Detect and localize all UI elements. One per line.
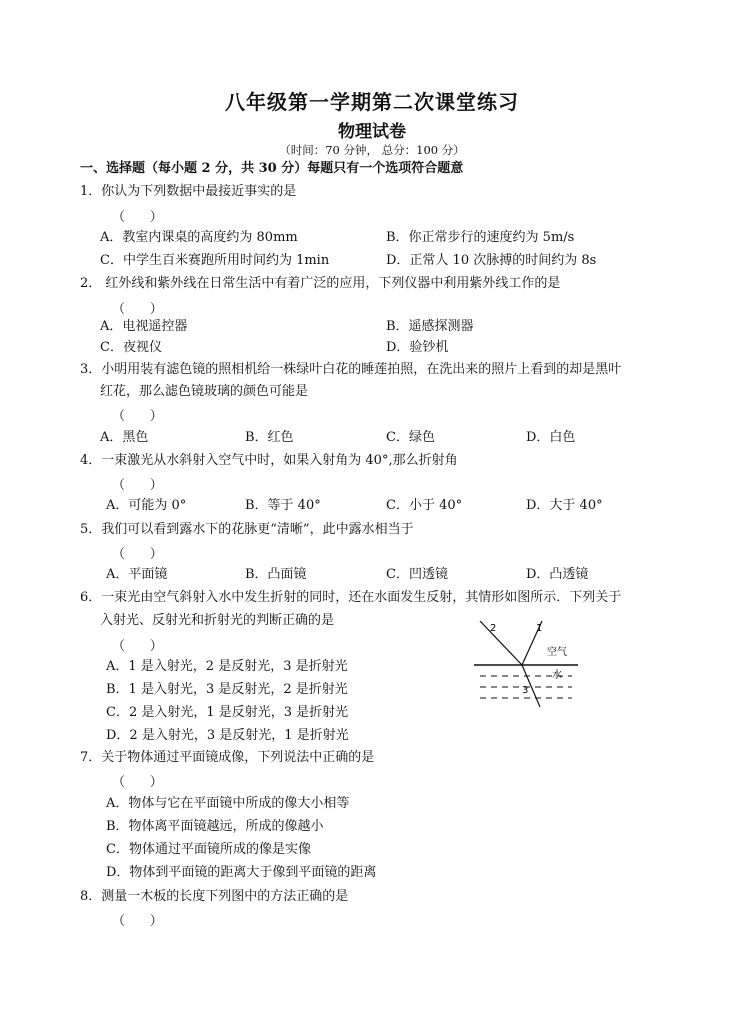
q6-option-a: A．1 是入射光，2 是反射光，3 是折射光: [106, 659, 348, 674]
answer-blank[interactable]: （ ）: [112, 210, 163, 225]
answer-blank[interactable]: （ ）: [112, 914, 163, 929]
q4-option-a: A．可能为 0°: [106, 498, 187, 513]
q2-option-a: A．电视遥控器: [100, 319, 188, 334]
q4-option-c: C．小于 40°: [386, 498, 463, 513]
air-label: 空气: [547, 647, 567, 658]
q5-option-d: D．凸透镜: [526, 567, 589, 582]
q4-option-d: D．大于 40°: [526, 498, 603, 513]
q1-option-b: B．你正常步行的速度约为 5m/s: [386, 230, 575, 245]
q1-option-c: C．中学生百米赛跑所用时间约为 1min: [100, 253, 330, 268]
answer-blank[interactable]: （ ）: [112, 775, 163, 790]
q5-option-c: C．凹透镜: [386, 567, 448, 582]
q3-option-d: D．白色: [526, 430, 576, 445]
exam-subtitle: 物理试卷: [338, 122, 406, 142]
question-5-stem: 5．我们可以看到露水下的花脉更“清晰”，此中露水相当于: [80, 522, 414, 537]
question-4-stem: 4．一束激光从水斜射入空气中时，如果入射角为 40°,那么折射角: [80, 453, 458, 468]
q5-option-a: A．平面镜: [106, 567, 168, 582]
question-1-stem: 1．你认为下列数据中最接近事实的是: [80, 184, 297, 199]
ray-2-label: 2: [490, 623, 497, 634]
q7-option-b: B．物体离平面镜越远，所成的像越小: [106, 819, 324, 834]
q1-option-d: D．正常人 10 次脉搏的时间约为 8s: [386, 253, 597, 268]
ray-2-line: [480, 621, 522, 665]
q7-option-a: A．物体与它在平面镜中所成的像大小相等: [106, 796, 350, 811]
question-3-stem: 3．小明用装有滤色镜的照相机给一株绿叶白花的睡莲拍照，在洗出来的照片上看到的却是黑叶: [80, 362, 622, 377]
question-2-stem: 2． 红外线和紫外线在日常生活中有着广泛的应用，下列仪器中利用紫外线工作的是: [80, 276, 561, 291]
q2-option-c: C．夜视仪: [100, 340, 162, 355]
question-6-stem: 6．一束光由空气斜射入水中发生折射的同时，还在水面发生反射，其情形如图所示．下列关于: [80, 590, 622, 605]
ray-1-label: 1: [536, 623, 543, 634]
q6-option-d: D．2 是入射光，3 是反射光，1 是折射光: [106, 728, 349, 743]
q2-option-b: B．遥感探测器: [386, 319, 474, 334]
answer-blank[interactable]: （ ）: [112, 478, 163, 493]
exam-time-info: （时间：70 分钟， 总分：100 分）: [279, 143, 465, 157]
q2-option-d: D．验钞机: [386, 340, 449, 355]
answer-blank[interactable]: （ ）: [112, 409, 163, 424]
question-8-stem: 8．测量一木板的长度下列图中的方法正确的是: [80, 889, 349, 904]
section-heading: 一、选择题（每小题 2 分，共 30 分）每题只有一个选项符合题意: [80, 161, 464, 176]
q3-option-a: A．黑色: [100, 430, 149, 445]
answer-blank[interactable]: （ ）: [112, 302, 163, 317]
q7-option-d: D．物体到平面镜的距离大于像到平面镜的距离: [106, 865, 377, 880]
answer-blank[interactable]: （ ）: [112, 547, 163, 562]
q1-option-a: A．教室内课桌的高度约为 80mm: [100, 230, 298, 245]
question-6-stem-cont: 入射光、反射光和折射光的判断正确的是: [100, 613, 335, 628]
question-7-stem: 7．关于物体通过平面镜成像，下列说法中正确的是: [80, 750, 375, 765]
q3-option-c: C．绿色: [386, 430, 435, 445]
question-3-stem-cont: 红花，那么滤色镜玻璃的颜色可能是: [100, 384, 309, 399]
answer-blank[interactable]: （ ）: [112, 639, 163, 654]
q5-option-b: B．凸面镜: [245, 567, 307, 582]
q6-option-b: B．1 是入射光，3 是反射光，2 是折射光: [106, 682, 348, 697]
ray-3-label: 3: [522, 685, 529, 696]
exam-title: 八年级第一学期第二次课堂练习: [225, 90, 519, 114]
water-label: 水: [552, 670, 562, 681]
q4-option-b: B．等于 40°: [245, 498, 321, 513]
refraction-diagram: [472, 615, 582, 710]
q3-option-b: B．红色: [245, 430, 294, 445]
q7-option-c: C．物体通过平面镜所成的像是实像: [106, 842, 311, 857]
q6-option-c: C．2 是入射光，1 是反射光，3 是折射光: [106, 705, 349, 720]
